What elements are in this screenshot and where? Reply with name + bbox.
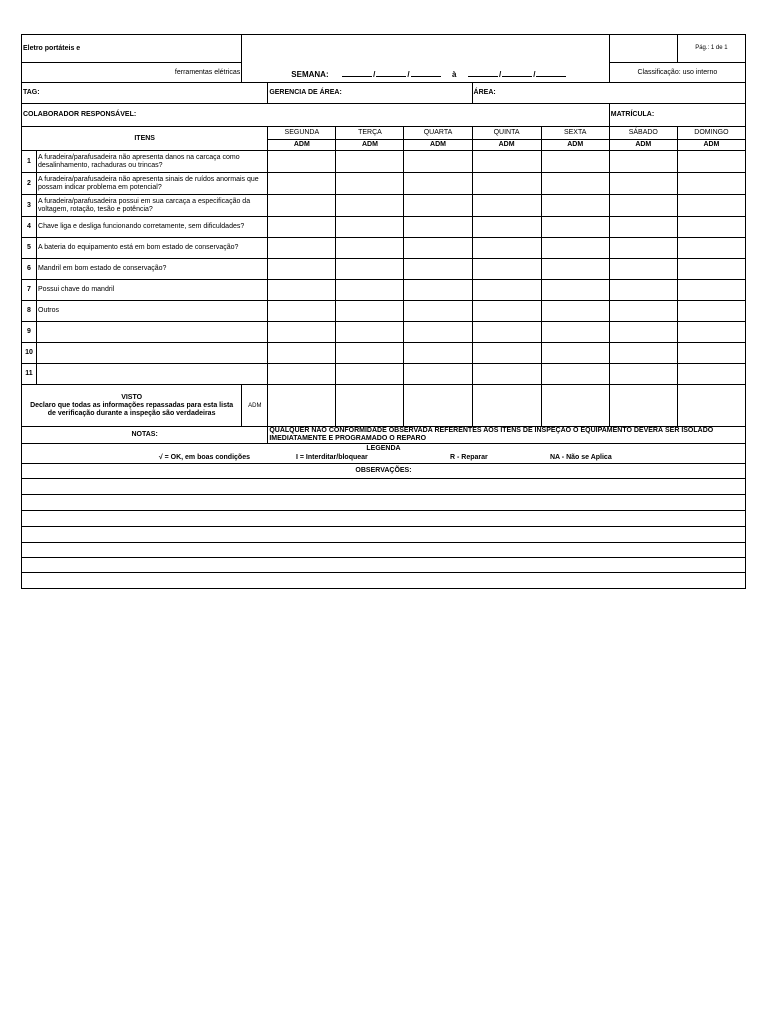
date-separator: /	[373, 70, 376, 79]
check-cell[interactable]	[677, 301, 745, 322]
check-cell[interactable]	[336, 173, 404, 195]
check-cell[interactable]	[268, 151, 336, 173]
table-row	[22, 173, 746, 195]
check-cell[interactable]	[541, 259, 609, 280]
item-text: Chave liga e desliga funcionando corretamente, sem dificuldades?	[37, 217, 268, 238]
check-cell[interactable]	[268, 322, 336, 343]
shift-label: ADM	[677, 140, 745, 151]
item-number: 1	[22, 151, 37, 173]
check-cell[interactable]	[404, 259, 472, 280]
item-text[interactable]	[37, 322, 268, 343]
day-header: TERÇA	[336, 127, 404, 140]
check-cell[interactable]	[472, 280, 541, 301]
legend-interditar: I = Interditar/bloquear	[296, 453, 368, 461]
observacoes-title: OBSERVAÇÕES:	[22, 464, 746, 479]
check-cell[interactable]	[677, 173, 745, 195]
day-header: QUINTA	[472, 127, 541, 140]
check-cell[interactable]	[609, 343, 677, 364]
check-cell[interactable]	[609, 280, 677, 301]
check-cell[interactable]	[268, 217, 336, 238]
check-cell[interactable]	[677, 238, 745, 259]
check-cell[interactable]	[404, 301, 472, 322]
date-separator: /	[498, 70, 502, 79]
check-cell[interactable]	[472, 259, 541, 280]
check-cell[interactable]	[609, 301, 677, 322]
item-number: 2	[22, 173, 37, 195]
check-cell[interactable]	[541, 173, 609, 195]
checklist-form	[21, 34, 746, 589]
check-cell[interactable]	[268, 259, 336, 280]
check-cell[interactable]	[268, 343, 336, 364]
observation-line[interactable]	[22, 558, 746, 573]
item-number: 3	[22, 195, 37, 217]
check-cell[interactable]	[609, 322, 677, 343]
item-text[interactable]	[37, 343, 268, 364]
table-row	[22, 364, 746, 385]
shift-label: ADM	[336, 140, 404, 151]
check-cell[interactable]	[541, 280, 609, 301]
form-table	[21, 34, 746, 589]
shift-label: ADM	[609, 140, 677, 151]
notas-text: QUALQUER NÃO CONFORMIDADE OBSERVADA REFERENTES AOS ITENS DE INSPEÇÃO O EQUIPAMENTO DEVERÁ SER ISOLADO IMEDIATAMENTE E PROGRAMADO O REPARO	[268, 427, 746, 444]
visto-title: VISTO	[121, 393, 143, 401]
table-row	[22, 259, 746, 280]
check-cell[interactable]	[404, 364, 472, 385]
check-cell[interactable]	[404, 343, 472, 364]
shift-label: ADM	[541, 140, 609, 151]
table-row	[22, 238, 746, 259]
check-cell[interactable]	[472, 151, 541, 173]
check-cell[interactable]	[609, 217, 677, 238]
check-cell[interactable]	[472, 364, 541, 385]
check-cell[interactable]	[404, 195, 472, 217]
check-cell[interactable]	[336, 343, 404, 364]
check-cell[interactable]	[336, 151, 404, 173]
visto-row	[22, 385, 746, 427]
check-cell[interactable]	[609, 364, 677, 385]
check-cell[interactable]	[472, 195, 541, 217]
day-header: SEXTA	[541, 127, 609, 140]
check-cell[interactable]	[404, 151, 472, 173]
observation-line[interactable]	[22, 479, 746, 495]
page-info-cell	[609, 35, 745, 63]
date-separator: /	[407, 70, 410, 79]
observation-line[interactable]	[22, 573, 746, 589]
day-header: DOMINGO	[677, 127, 745, 140]
observation-line[interactable]	[22, 527, 746, 543]
item-number: 9	[22, 322, 37, 343]
check-cell[interactable]	[404, 173, 472, 195]
check-cell[interactable]	[677, 217, 745, 238]
form-title-line1: Eletro portáteis e	[22, 35, 242, 63]
shift-label: ADM	[404, 140, 472, 151]
check-cell[interactable]	[609, 151, 677, 173]
signature-cell[interactable]	[336, 385, 404, 427]
check-cell[interactable]	[336, 195, 404, 217]
day-header: SÁBADO	[609, 127, 677, 140]
signature-cell[interactable]	[268, 385, 336, 427]
check-cell[interactable]	[268, 280, 336, 301]
check-cell[interactable]	[404, 280, 472, 301]
item-text: A furadeira/parafusadeira não apresenta danos na carcaça como desalinhamento, rachaduras ou trincas?	[37, 151, 268, 173]
table-row	[22, 301, 746, 322]
legend-ok: √ = OK, em boas condições	[158, 453, 250, 461]
check-cell[interactable]	[677, 280, 745, 301]
item-number: 11	[22, 364, 37, 385]
check-cell[interactable]	[472, 217, 541, 238]
tag-field[interactable]: TAG:	[22, 83, 268, 104]
check-cell[interactable]	[472, 322, 541, 343]
day-header: SEGUNDA	[268, 127, 336, 140]
semana-field[interactable]	[242, 35, 609, 83]
observation-line[interactable]	[22, 543, 746, 558]
shift-label: ADM	[268, 140, 336, 151]
item-number: 8	[22, 301, 37, 322]
item-text: A furadeira/parafusadeira não apresenta sinais de ruídos anormais que possam indicar problema em potencial?	[37, 173, 268, 195]
semana-a: à	[452, 70, 457, 79]
check-cell[interactable]	[404, 217, 472, 238]
check-cell[interactable]	[541, 238, 609, 259]
item-text: Possui chave do mandril	[37, 280, 268, 301]
form-title-line2: ferramentas elétricas	[22, 63, 242, 83]
semana-label: SEMANA:	[291, 70, 329, 79]
check-cell[interactable]	[336, 259, 404, 280]
table-row	[22, 343, 746, 364]
signature-cell[interactable]	[541, 385, 609, 427]
item-number: 7	[22, 280, 37, 301]
item-number: 4	[22, 217, 37, 238]
visto-text: Declaro que todas as informações repassadas para esta lista de verificação durante a inspeção são verdadeiras	[30, 401, 234, 417]
check-cell[interactable]	[541, 301, 609, 322]
check-cell[interactable]	[609, 238, 677, 259]
item-text: A furadeira/parafusadeira possui em sua carcaça a especificação da voltagem, rotação, tesão e potência?	[37, 195, 268, 217]
check-cell[interactable]	[541, 364, 609, 385]
check-cell[interactable]	[472, 301, 541, 322]
table-row	[22, 280, 746, 301]
table-row	[22, 217, 746, 238]
table-row	[22, 151, 746, 173]
check-cell[interactable]	[677, 322, 745, 343]
check-cell[interactable]	[336, 322, 404, 343]
check-cell[interactable]	[336, 217, 404, 238]
check-cell[interactable]	[268, 364, 336, 385]
item-text: Outros	[37, 301, 268, 322]
matricula-field[interactable]: MATRÍCULA:	[609, 104, 745, 127]
check-cell[interactable]	[609, 173, 677, 195]
check-cell[interactable]	[677, 259, 745, 280]
check-cell[interactable]	[541, 195, 609, 217]
check-cell[interactable]	[677, 364, 745, 385]
check-cell[interactable]	[404, 238, 472, 259]
item-number: 5	[22, 238, 37, 259]
classification-label: Classificação: uso interno	[609, 63, 745, 83]
gerencia-field[interactable]: GERENCIA DE ÁREA:	[268, 83, 472, 104]
check-cell[interactable]	[336, 238, 404, 259]
check-cell[interactable]	[268, 195, 336, 217]
visto-declaration	[22, 385, 242, 427]
check-cell[interactable]	[677, 151, 745, 173]
item-text: Mandril em bom estado de conservação?	[37, 259, 268, 280]
legend-reparar: R - Reparar	[450, 453, 488, 461]
check-cell[interactable]	[677, 343, 745, 364]
item-text: A bateria do equipamento está em bom estado de conservação?	[37, 238, 268, 259]
check-cell[interactable]	[268, 173, 336, 195]
check-cell[interactable]	[541, 151, 609, 173]
itens-header: ITENS	[22, 127, 268, 151]
page-number: Pág.: 1 de 1	[695, 45, 728, 51]
check-cell[interactable]	[336, 280, 404, 301]
signature-cell[interactable]	[677, 385, 745, 427]
observation-line[interactable]	[22, 495, 746, 511]
date-separator: /	[533, 70, 536, 79]
check-cell[interactable]	[609, 259, 677, 280]
signature-cell[interactable]	[609, 385, 677, 427]
legend-na: NA - Não se Aplica	[550, 453, 612, 461]
legend-title: LEGENDA	[366, 445, 401, 452]
colaborador-field[interactable]: COLABORADOR RESPONSÁVEL:	[22, 104, 610, 127]
check-cell[interactable]	[404, 322, 472, 343]
check-cell[interactable]	[609, 195, 677, 217]
item-text[interactable]	[37, 364, 268, 385]
check-cell[interactable]	[541, 322, 609, 343]
check-cell[interactable]	[268, 301, 336, 322]
item-number: 10	[22, 343, 37, 364]
area-field[interactable]: ÁREA:	[472, 83, 745, 104]
item-number: 6	[22, 259, 37, 280]
table-row	[22, 195, 746, 217]
check-cell[interactable]	[472, 238, 541, 259]
observation-line[interactable]	[22, 511, 746, 527]
check-cell[interactable]	[472, 343, 541, 364]
legend	[22, 444, 746, 464]
check-cell[interactable]	[472, 173, 541, 195]
table-row	[22, 322, 746, 343]
check-cell[interactable]	[541, 343, 609, 364]
check-cell[interactable]	[541, 217, 609, 238]
signature-cell[interactable]	[472, 385, 541, 427]
visto-shift: ADM	[242, 385, 268, 427]
check-cell[interactable]	[677, 195, 745, 217]
shift-label: ADM	[472, 140, 541, 151]
day-header: QUARTA	[404, 127, 472, 140]
check-cell[interactable]	[336, 301, 404, 322]
notas-label: NOTAS:	[22, 427, 268, 444]
check-cell[interactable]	[336, 364, 404, 385]
signature-cell[interactable]	[404, 385, 472, 427]
check-cell[interactable]	[268, 238, 336, 259]
